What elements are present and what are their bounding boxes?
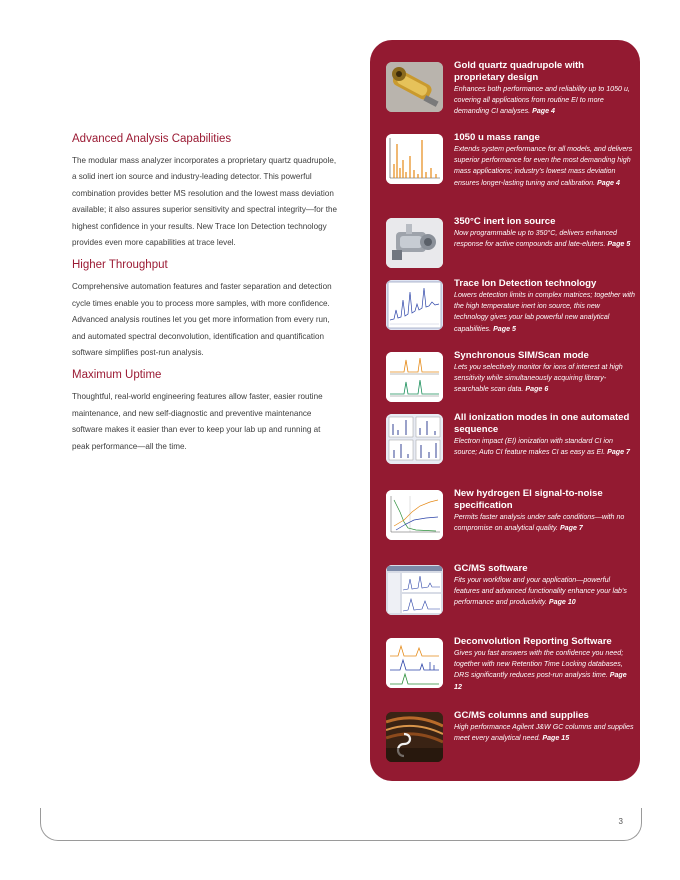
feature-item xyxy=(386,60,636,120)
ionization-spectra-chart xyxy=(386,414,443,464)
section-body: Thoughtful, real-world engineering features allow faster, easier routine maintenance, and new self-diagnostic and preventive maintenance software makes it easier than ever to keep your lab up and running at peak performance—all the time. xyxy=(72,392,323,451)
feature-desc: Lowers detection limits in complex matrices; together with the high temperature inert ion source, this new technology gives your lab powerful new analytical capabilities. Page 5 xyxy=(454,291,635,333)
feature-desc: High performance Agilent J&W GC columns and supplies meet every analytical need. Page 15 xyxy=(454,723,634,743)
feature-text xyxy=(454,710,636,744)
section-maximum-uptime xyxy=(72,367,340,455)
feature-title: New hydrogen EI signal-to-noise specification xyxy=(454,488,603,511)
section-title: Advanced Analysis Capabilities xyxy=(72,133,232,145)
page-number: 3 xyxy=(618,817,623,826)
feature-title: Gold quartz quadrupole with proprietary design xyxy=(454,60,585,83)
feature-title: Synchronous SIM/Scan mode xyxy=(454,350,589,361)
feature-item xyxy=(386,132,636,192)
feature-item xyxy=(386,563,636,623)
page-ref: Page 7 xyxy=(607,448,630,457)
page-ref: Page 12 xyxy=(454,671,627,691)
feature-text xyxy=(454,278,636,335)
page-ref: Page 7 xyxy=(559,524,583,533)
feature-desc: Now programmable up to 350°C, delivers enhanced response for active compounds and late-eluters. Page 5 xyxy=(454,229,631,249)
page-ref: Page 10 xyxy=(548,598,576,607)
section-title: Maximum Uptime xyxy=(72,369,162,382)
gold-quadrupole-photo xyxy=(386,62,443,112)
section-higher-throughput xyxy=(72,257,340,361)
feature-desc: Extends system performance for all models, and delivers superior performance for even the most demanding high mass applications; industry's lowest mass deviation ensures longer-lasting tuning and calibration. Page 4 xyxy=(454,145,633,187)
feature-item xyxy=(386,350,636,410)
feature-desc: Electron impact (EI) ionization with standard CI ion source; Auto CI feature makes CI as easy as EI. Page 7 xyxy=(454,437,630,457)
feature-text xyxy=(454,60,636,118)
section-title: Higher Throughput xyxy=(72,259,168,272)
page-ref: Page 5 xyxy=(493,324,516,333)
sim-scan-chart xyxy=(386,352,443,402)
feature-title: 1050 u mass range xyxy=(454,132,540,143)
feature-text xyxy=(454,563,636,609)
signal-to-noise-chart xyxy=(386,490,443,540)
feature-text xyxy=(454,412,636,458)
feature-text xyxy=(454,132,636,189)
feature-item xyxy=(386,412,636,472)
feature-title: All ionization modes in one automated sequence xyxy=(454,412,630,435)
page-ref: Page 5 xyxy=(607,240,631,249)
feature-title: GC/MS software xyxy=(454,563,528,574)
main-content xyxy=(72,131,340,461)
feature-item xyxy=(386,216,636,276)
page-ref: Page 15 xyxy=(542,734,570,743)
feature-title: GC/MS columns and supplies xyxy=(454,710,589,721)
ion-source-photo xyxy=(386,218,443,268)
feature-title: 350°C inert ion source xyxy=(454,216,556,227)
feature-desc: Gives you fast answers with the confidence you need; together with new Retention Time Locking databases, DRS significantly reduces post-run analysis time. Page 12 xyxy=(454,649,627,691)
feature-item xyxy=(386,278,636,338)
feature-panel xyxy=(370,40,640,781)
feature-text xyxy=(454,488,636,534)
chromatogram-chart xyxy=(386,280,443,330)
page-ref: Page 4 xyxy=(597,178,620,187)
feature-desc: Fits your workflow and your application—powerful features and advanced functionality enhance your lab's performance and productivity. Page 10 xyxy=(454,576,627,607)
page-ref: Page 6 xyxy=(525,385,549,394)
page-footer xyxy=(40,808,642,841)
feature-title: Deconvolution Reporting Software xyxy=(454,636,612,647)
section-body: Comprehensive automation features and faster separation and detection cycle times enable you to process more samples, with more confidence. Advanced analysis routines let you get more information from every run, and automated spectral deconvolution, identification and quantification software simplifies post-run analysis. xyxy=(72,282,332,358)
gc-column-photo xyxy=(386,712,443,762)
feature-desc: Lets you selectively monitor for ions of interest at high sensitivity while simultaneously acquiring library-searchable scan data. Page 6 xyxy=(454,363,623,394)
software-screenshot xyxy=(386,565,443,615)
deconvolution-chart xyxy=(386,638,443,688)
feature-text xyxy=(454,216,636,250)
page-ref: Page 4 xyxy=(532,107,555,116)
section-body: The modular mass analyzer incorporates a proprietary quartz quadrupole, a solid inert ion source and industry-leading detector. This powerful combination provides better MS resolution and the lowest mass deviation available; it also assures superior sensitivity and spectral integrity—for the highest confidence in your results. New Trace Ion Detection technology provides even more capabilities at trace level. xyxy=(72,156,337,248)
feature-item xyxy=(386,710,636,770)
feature-item xyxy=(386,636,636,696)
feature-desc: Permits faster analysis under safe conditions—with no compromise on analytical quality. Page 7 xyxy=(454,513,625,533)
mass-spectrum-chart xyxy=(386,134,443,184)
feature-desc: Enhances both performance and reliability up to 1050 u, covering all applications from routine EI to more demanding CI analyses. Page 4 xyxy=(454,85,630,116)
feature-title: Trace Ion Detection technology xyxy=(454,278,597,289)
feature-text xyxy=(454,636,636,693)
section-advanced-analysis xyxy=(72,131,340,251)
feature-item xyxy=(386,488,636,548)
feature-text xyxy=(454,350,636,396)
